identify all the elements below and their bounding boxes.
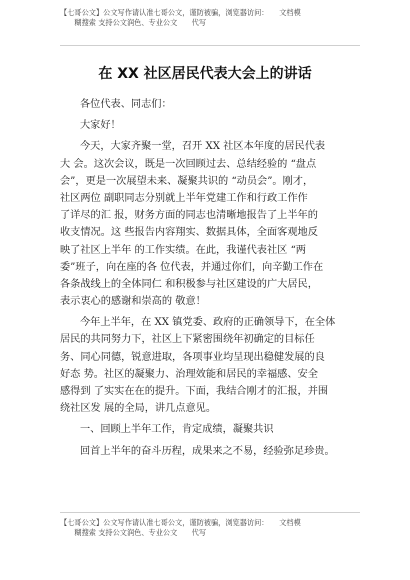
document-body bbox=[60, 96, 360, 460]
paragraph-1-line: 映了社区上半年 的工作实绩。在此，我谨代表社区 “两 bbox=[60, 244, 306, 256]
paragraph-2-line: 今年上半年，在 XX 镇党委、政府的正确领导下，在全体 bbox=[80, 317, 336, 329]
section-heading: 一、回顾上半年工作，肯定成绩，凝聚共识 bbox=[80, 424, 274, 436]
header-line-2: 糊搜索 支持公文润色、专业公文 代写 bbox=[60, 18, 207, 27]
paragraph-1-line: 会”，更是一次展望未来、凝聚共识的 “动员会”。刚才， bbox=[60, 175, 314, 187]
paragraph-1-line: 今天，大家齐聚一堂，召开 XX 社区本年度的居民代表 bbox=[80, 141, 326, 153]
paragraph-1-line: 各条战线上的全体同仁 和积极参与社区建设的广大居民， bbox=[60, 278, 318, 290]
paragraph-3-line: 回首上半年的奋斗历程，成果来之不易，经验弥足珍贵。 bbox=[80, 445, 335, 457]
paragraph-1-line: 收支情况。这 些报告内容翔实、数据具体，全面客观地反 bbox=[60, 227, 318, 239]
salutation: 各位代表、同志们： bbox=[80, 99, 172, 110]
footer-line-2: 糊搜索 支持公文润色、专业公文 代写 bbox=[60, 528, 207, 537]
paragraph-2-line: 绕社区发 展的全局，讲几点意见。 bbox=[60, 403, 217, 415]
paragraph-2-line: 务、同心同德，锐意进取，各项事业均呈现出稳健发展的良 bbox=[60, 351, 325, 363]
document-title: 在 XX 社区居民代表大会上的讲话 bbox=[98, 66, 312, 82]
page-header bbox=[60, 8, 390, 28]
header-line-1: 【七哥公文】公文写作请认准七哥公文，谨防被骗，浏览器访问： 文档模 bbox=[60, 8, 301, 17]
paragraph-1-line: 表示衷心的感谢和崇高的 敬意！ bbox=[60, 296, 206, 308]
paragraph-2-line: 好态 势。社区的凝聚力、治理效能和居民的幸福感、安全 bbox=[60, 368, 318, 380]
paragraph-1-line: 了详尽的汇 报，财务方面的同志也清晰地报告了上半年的 bbox=[60, 210, 318, 222]
footer-divider bbox=[60, 512, 360, 513]
paragraph-1-line: 社区两位 副职同志分别就上半年党建工作和行政工作作 bbox=[60, 192, 308, 204]
page-footer bbox=[60, 518, 390, 538]
footer-line-1: 【七哥公文】公文写作请认准七哥公文，谨防被骗，浏览器访问： 文档模 bbox=[60, 518, 301, 527]
paragraph-2-line: 感得到 了实实在在的提升。下面，我结合刚才的汇报，并围 bbox=[60, 386, 329, 397]
paragraph-1-line: 大 会。这次会议，既是一次回顾过去、总结经验的 “盘点 bbox=[60, 158, 317, 170]
header-divider bbox=[60, 45, 360, 46]
greeting: 大家好！ bbox=[80, 120, 121, 132]
paragraph-2-line: 居民的共同努力下，社区上下紧密围绕年初确定的目标任 bbox=[60, 334, 315, 346]
paragraph-1-line: 委”班子，向在座的各 位代表，并通过你们，向辛勤工作在 bbox=[60, 261, 324, 273]
